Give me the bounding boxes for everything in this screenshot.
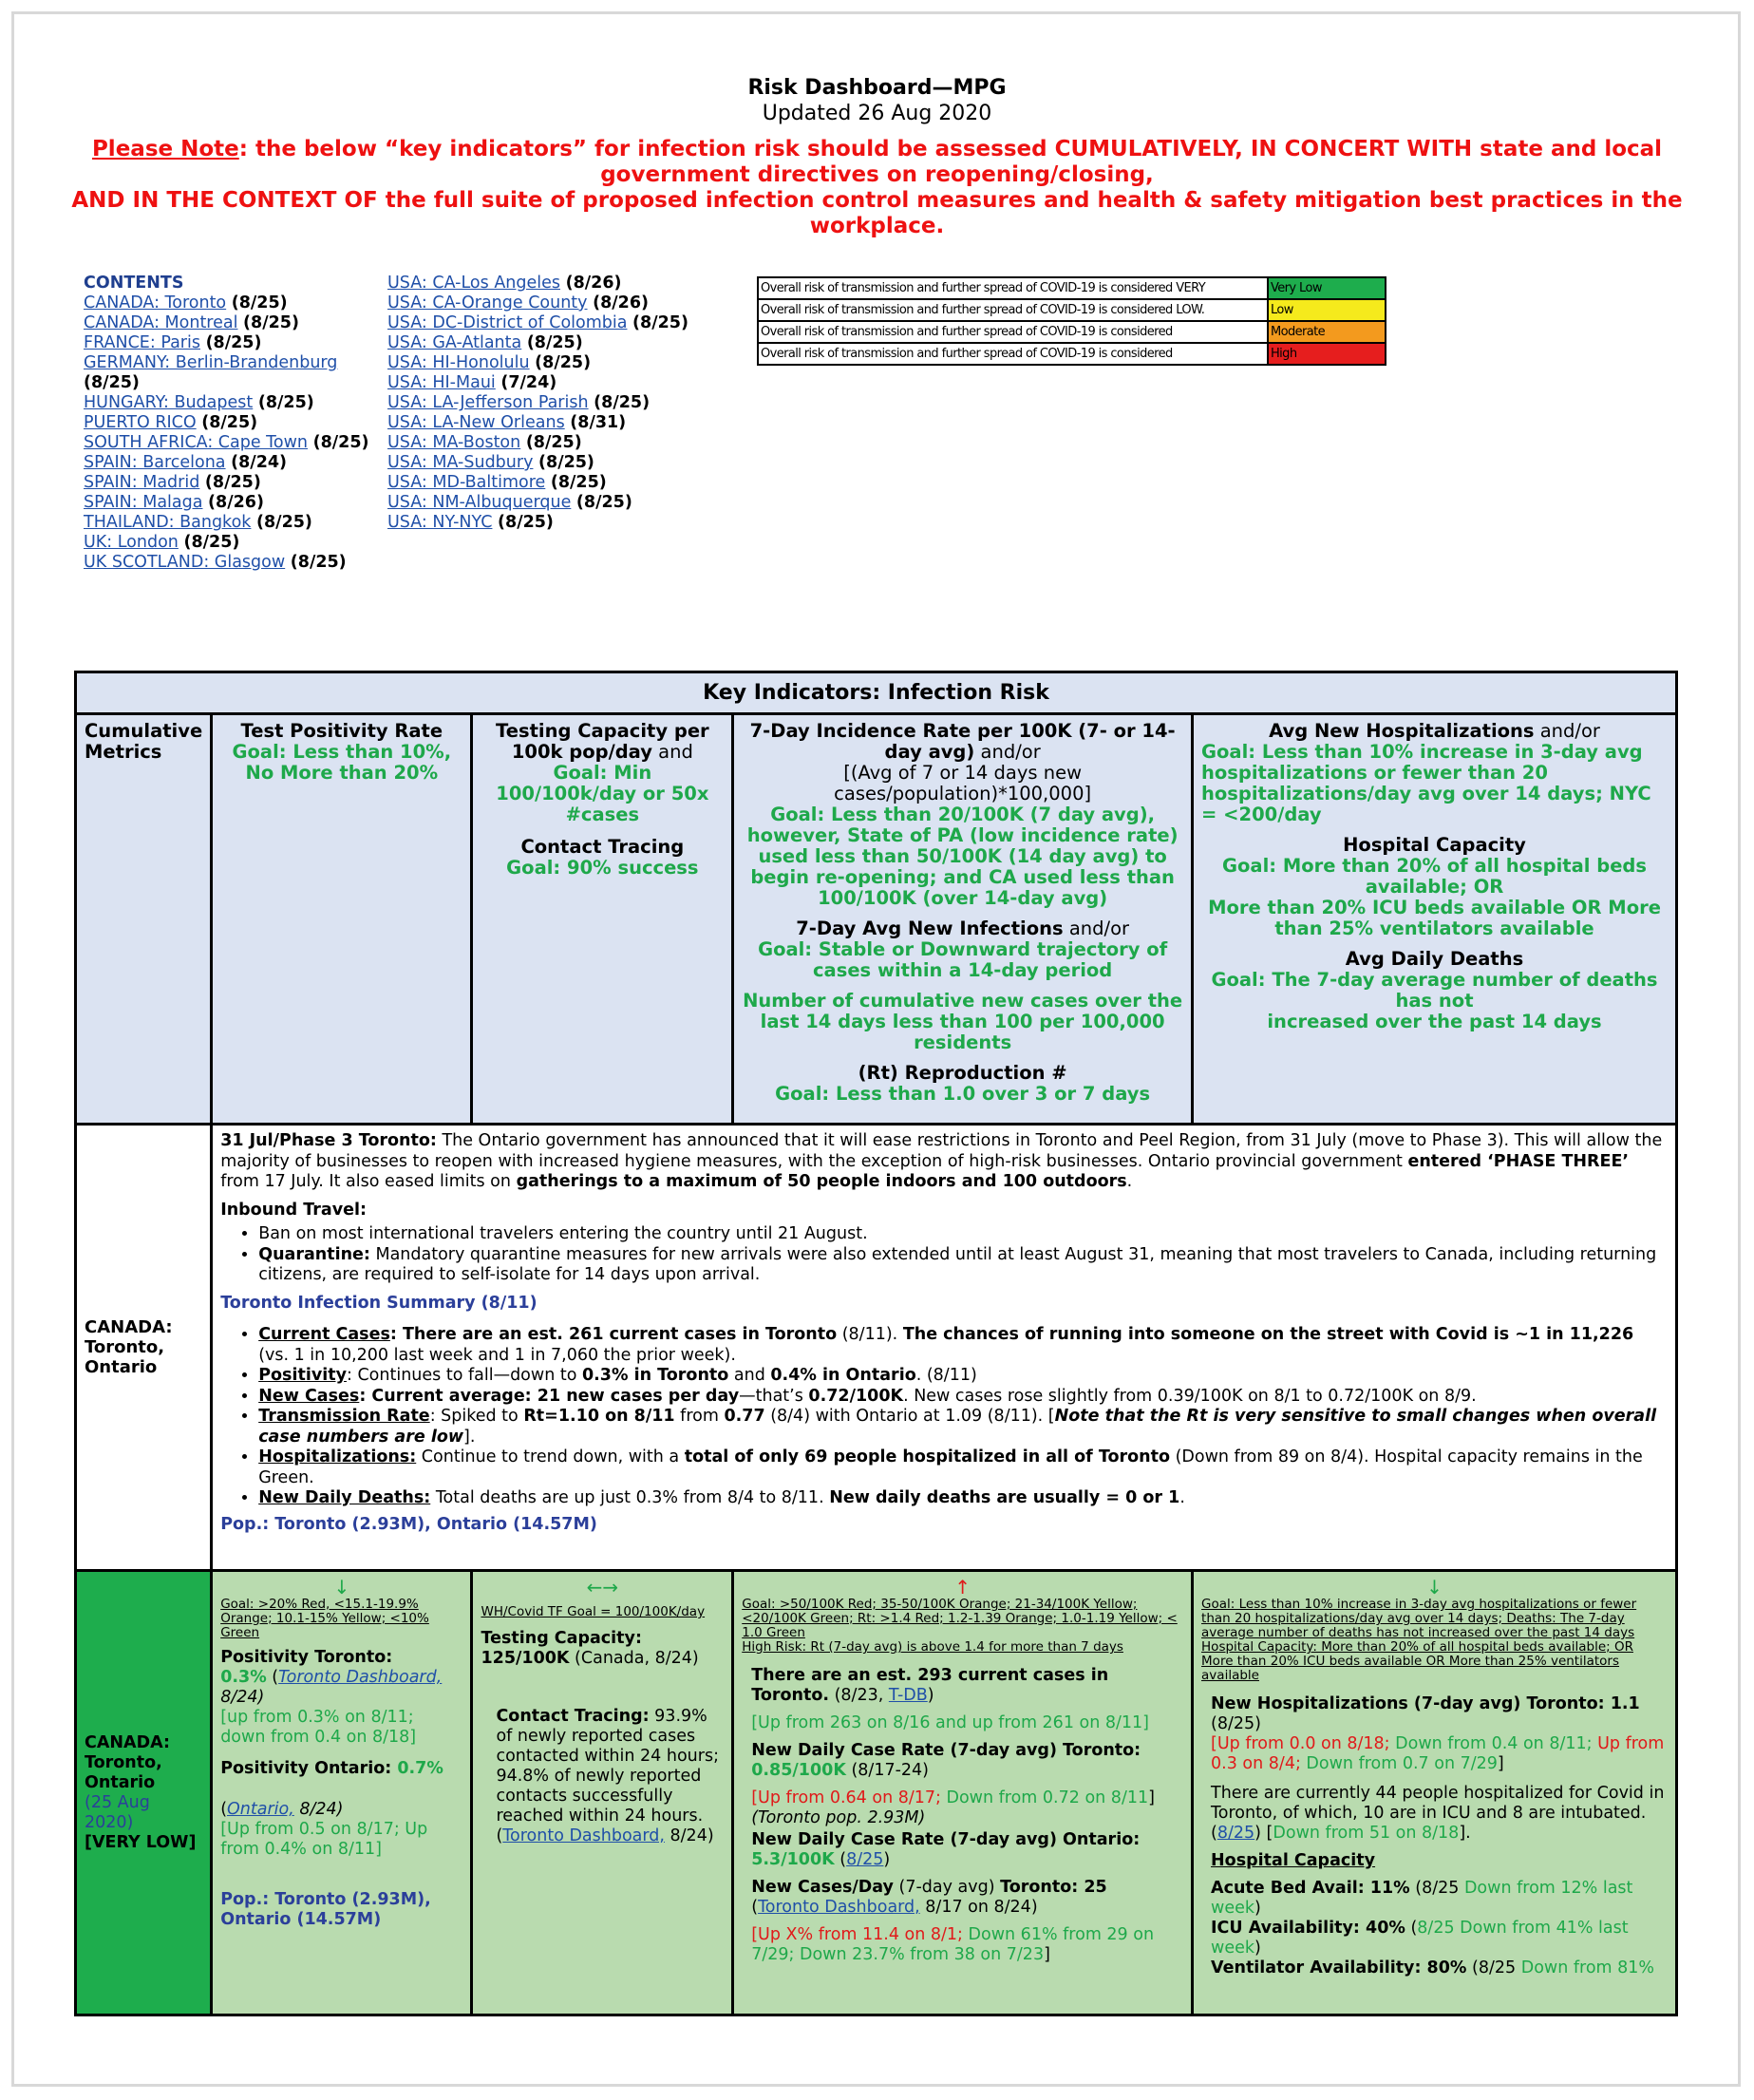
list-item: • Ban on most international travelers entering the country until 21 August. bbox=[258, 1224, 1668, 1245]
contact-tracing-label: Contact Tracing: bbox=[496, 1707, 650, 1726]
new-hosp-ch5: ] bbox=[1497, 1754, 1504, 1773]
contents-entry bbox=[84, 353, 397, 393]
hosp-date-link[interactable]: 8/25 bbox=[1216, 1824, 1255, 1843]
case-rate-ontario-close: ) bbox=[883, 1850, 891, 1869]
status-population: Pop.: Toronto (2.93M), Ontario (14.57M) bbox=[220, 1890, 431, 1929]
hospital-capacity-goal1: Goal: More than 20% of all hospital beds available; OR bbox=[1222, 855, 1647, 898]
status-testing bbox=[472, 1571, 733, 2015]
arrow-down-icon: ↓ bbox=[1426, 1576, 1443, 1599]
list-item bbox=[258, 1447, 1668, 1488]
transmission-e: (8/4) with Ontario at 1.09 (8/11). [ bbox=[764, 1407, 1055, 1426]
contents-date: (8/25) bbox=[201, 413, 258, 432]
quarantine-text: Mandatory quarantine measures for new arrivals were also extended until at least August 31, meaning that most travelers to Canada, including returning citizens, are required to self-isolate for 14 days upon arrival. bbox=[258, 1244, 1657, 1284]
phase3-text-e: . bbox=[1126, 1172, 1133, 1191]
note-label: Please Note bbox=[91, 137, 239, 161]
case-rate-toronto-label: New Daily Case Rate (7-day avg) Toronto: bbox=[751, 1741, 1141, 1760]
contents-link[interactable]: USA: MA-Boston bbox=[387, 433, 521, 452]
arrow-down-icon: ↓ bbox=[333, 1576, 350, 1599]
positivity-status-goal: Goal: >20% Red, <15.1-19.9% Orange; 10.1-15% Yellow; <10% Green bbox=[220, 1597, 429, 1640]
risk-legend bbox=[757, 276, 1386, 366]
contents-entry bbox=[84, 493, 397, 513]
transmission-c: from bbox=[674, 1407, 725, 1426]
list-item bbox=[258, 1245, 1668, 1286]
legend-level: Moderate bbox=[1268, 321, 1386, 343]
ontario-date-link[interactable]: 8/25 bbox=[846, 1850, 884, 1869]
hospitalizations-a: Continue to trend down, with a bbox=[416, 1447, 685, 1466]
contents-link[interactable]: USA: HI-Honolulu bbox=[387, 353, 530, 372]
phase3-label: 31 Jul/Phase 3 Toronto: bbox=[220, 1131, 437, 1150]
contents-link[interactable]: SOUTH AFRICA: Cape Town bbox=[84, 433, 309, 452]
list-item bbox=[258, 1325, 1668, 1366]
case-rate-change-down: Down from 0.72 on 8/11 bbox=[946, 1788, 1149, 1807]
contents-entry bbox=[387, 373, 710, 393]
toronto-dashboard-link-2[interactable]: Toronto Dashboard, bbox=[502, 1826, 665, 1845]
contents-link[interactable]: SPAIN: Malaga bbox=[84, 493, 203, 512]
deaths-a: Total deaths are up just 0.3% from 8/4 to 8/11. bbox=[430, 1488, 830, 1507]
daily-deaths-goal2: increased over the past 14 days bbox=[1267, 1011, 1602, 1032]
deaths-b: New daily deaths are usually = 0 or 1 bbox=[829, 1488, 1180, 1507]
contents-entry bbox=[387, 353, 710, 373]
status-date: (25 Aug 2020) bbox=[85, 1792, 150, 1832]
current-cases-change: [Up from 263 on 8/16 and up from 261 on 8/11] bbox=[751, 1713, 1150, 1732]
list-item bbox=[258, 1387, 1668, 1408]
new-cases-change-down: Down 61% from 29 on 7/29; Down 23.7% from 38 on 7/23 bbox=[751, 1925, 1155, 1964]
contents-date: (8/25) bbox=[575, 493, 632, 512]
legend-level: Very Low bbox=[1268, 277, 1386, 299]
positivity-toronto-change: [up from 0.3% on 8/11; down from 0.4 on 8/18] bbox=[220, 1708, 417, 1747]
legend-text: Overall risk of transmission and further spread of COVID-19 is considered bbox=[758, 321, 1268, 343]
contents-date: (8/25) bbox=[525, 433, 582, 452]
infection-summary-heading: Toronto Infection Summary (8/11) bbox=[220, 1293, 538, 1313]
transmission-d: 0.77 bbox=[724, 1407, 765, 1426]
new-hosp-date: (8/25) bbox=[1211, 1714, 1261, 1733]
status-incidence bbox=[733, 1571, 1193, 2015]
summary-list bbox=[220, 1325, 1668, 1509]
cumulative-metrics-label: Cumulative Metrics bbox=[76, 714, 212, 1125]
cumulative-goal: Number of cumulative new cases over the last 14 days less than 100 per 100,000 residents bbox=[743, 990, 1183, 1053]
high-risk-note: High Risk: Rt (7-day avg) is above 1.4 for more than 7 days bbox=[742, 1639, 1123, 1655]
hosp-capacity-heading: Hospital Capacity bbox=[1211, 1851, 1376, 1870]
note-line2: AND IN THE CONTEXT OF the full suite of proposed infection control measures and health & safety mitigation best practices in the workplace. bbox=[71, 188, 1683, 238]
contents-link[interactable]: PUERTO RICO bbox=[84, 413, 197, 432]
contact-tracing-date: 8/24) bbox=[664, 1826, 714, 1845]
positivity-label: Positivity bbox=[258, 1366, 347, 1385]
positivity-ontario-date: 8/24) bbox=[293, 1800, 344, 1819]
daily-deaths-goal1: Goal: The 7-day average number of deaths has not bbox=[1211, 969, 1658, 1012]
new-cases-day-value: Toronto: 25 bbox=[1000, 1878, 1107, 1897]
current-cases-c: The chances of running into someone on the street with Covid is ~1 in 11,226 bbox=[902, 1325, 1634, 1344]
testing-status-goal: WH/Covid TF Goal = 100/100K/day bbox=[481, 1604, 706, 1619]
legend-level: Low bbox=[1268, 299, 1386, 321]
contents-entry bbox=[84, 293, 397, 313]
contents-col2 bbox=[387, 274, 710, 533]
transmission-label: Transmission Rate bbox=[258, 1407, 430, 1426]
legend-row bbox=[758, 343, 1386, 365]
contents-link[interactable]: USA: NY-NYC bbox=[387, 513, 493, 532]
contents-entry bbox=[84, 393, 397, 413]
contents-entry bbox=[84, 473, 397, 493]
contact-tracing-text: 93.9% of newly reported cases contacted within 24 hours; 94.8% of newly reported contacts successfully reached within 24 hours. ( bbox=[496, 1707, 719, 1845]
contents-date: (7/24) bbox=[500, 373, 557, 392]
contents-entry bbox=[84, 513, 397, 533]
phase3-paragraph bbox=[220, 1131, 1668, 1193]
contents-entry bbox=[84, 533, 397, 553]
contents-date: (8/25) bbox=[205, 333, 262, 352]
positivity-b: 0.3% in Toronto bbox=[581, 1366, 729, 1385]
contents-link[interactable]: USA: DC-District of Colombia bbox=[387, 313, 628, 332]
icu-a: ( bbox=[1405, 1919, 1418, 1938]
rt-title: (Rt) Reproduction # bbox=[858, 1062, 1067, 1084]
current-cases-a: : There are an est. 261 current cases in Toronto bbox=[389, 1325, 838, 1344]
updated-date: Updated 26 Aug 2020 bbox=[762, 102, 992, 125]
page-title: Risk Dashboard—MPG bbox=[747, 76, 1007, 100]
new-hosp-ch3: Up from 0.3 on 8/4; bbox=[1211, 1734, 1665, 1773]
phase3-text-b: entered ‘PHASE THREE’ bbox=[1407, 1151, 1630, 1171]
contents-heading: CONTENTS bbox=[84, 274, 184, 293]
contents-entry bbox=[84, 313, 397, 333]
contents-link[interactable]: THAILAND: Bangkok bbox=[84, 513, 252, 532]
contents-entry bbox=[84, 553, 397, 573]
hosp-current-c: Down from 51 on 8/18 bbox=[1273, 1824, 1460, 1843]
inbound-travel-label: Inbound Travel: bbox=[220, 1200, 367, 1220]
positivity-goal: Goal: Less than 10%, No More than 20% bbox=[232, 741, 452, 784]
toronto-dashboard-link[interactable]: Toronto Dashboard, bbox=[278, 1668, 443, 1687]
acute-bed-a: (8/25 bbox=[1409, 1879, 1464, 1898]
contents-entry bbox=[84, 453, 397, 473]
new-cases-change-up: [Up X% from 11.4 on 8/1; bbox=[751, 1925, 969, 1944]
contents-entry bbox=[84, 433, 397, 453]
contents-entry bbox=[84, 333, 397, 353]
hospital-capacity-title: Hospital Capacity bbox=[1343, 834, 1526, 856]
incidence-status-goal: Goal: >50/100K Red; 35-50/100K Orange; 21-34/100K Yellow; <20/100K Green; Rt: >1.4 Red; 1.2-1.39 Orange; 1.0-1.19 Yellow; < 1.0 Green bbox=[742, 1597, 1178, 1640]
contents-date: (8/25) bbox=[312, 433, 369, 452]
contents-link[interactable]: UK SCOTLAND: Glasgow bbox=[84, 553, 286, 572]
new-cases-day-label: New Cases/Day bbox=[751, 1878, 894, 1897]
contents-entry bbox=[387, 473, 710, 493]
current-cases-d: (vs. 1 in 10,200 last week and 1 in 7,060 the prior week). bbox=[258, 1345, 736, 1365]
status-risk: [VERY LOW] bbox=[85, 1832, 197, 1852]
new-infections-title: 7-Day Avg New Infections bbox=[796, 918, 1064, 939]
contents-link[interactable]: GERMANY: Berlin-Brandenburg bbox=[84, 353, 338, 372]
new-infections-andor: and/or bbox=[1063, 918, 1130, 939]
contents-entry bbox=[387, 513, 710, 533]
hospitalizations-label: Hospitalizations: bbox=[258, 1447, 417, 1466]
header-hospitalizations bbox=[1193, 714, 1677, 1125]
contents-date: (8/25) bbox=[535, 353, 592, 372]
contents-link[interactable]: UK: London bbox=[84, 533, 179, 552]
testing-title: Testing Capacity per 100k pop/day bbox=[496, 720, 709, 763]
legend-row bbox=[758, 321, 1386, 343]
new-hosp-ch2: Down from 0.4 on 8/11; bbox=[1395, 1734, 1598, 1753]
new-hosp-label: New Hospitalizations (7-day avg) Toronto: 1.1 bbox=[1211, 1694, 1640, 1713]
contents-entry bbox=[387, 493, 710, 513]
icu-c: ) bbox=[1254, 1939, 1261, 1958]
travel-list bbox=[220, 1224, 1668, 1286]
testing-capacity-source: (Canada, 8/24) bbox=[569, 1649, 699, 1668]
contents-date: (8/25) bbox=[256, 513, 312, 532]
new-cases-day-open: ( bbox=[751, 1898, 759, 1917]
key-indicators-table bbox=[74, 671, 1678, 2016]
new-cases-change-close: ] bbox=[1044, 1945, 1050, 1964]
hospitalizations-goal: Goal: Less than 10% increase in 3-day avg hospitalizations or fewer than 20 hospitalizations/day avg over 14 days; NYC = <200/day bbox=[1201, 741, 1651, 825]
tdb-link[interactable]: T-DB bbox=[888, 1686, 928, 1705]
header-testing bbox=[472, 714, 733, 1125]
contents-entry bbox=[387, 333, 710, 353]
contents-date: (8/25) bbox=[498, 513, 554, 532]
contents-link[interactable]: USA: LA-Jefferson Parish bbox=[387, 393, 589, 412]
contents-date: (8/25) bbox=[290, 553, 347, 572]
contents-entry bbox=[84, 413, 397, 433]
ventilator-a: (8/25 bbox=[1466, 1958, 1521, 1977]
contents-date: (8/25) bbox=[632, 313, 688, 332]
hosp-current-b: ) [ bbox=[1254, 1824, 1273, 1843]
toronto-dashboard-link-3[interactable]: Toronto Dashboard, bbox=[758, 1898, 920, 1917]
deaths-c: . bbox=[1179, 1488, 1185, 1507]
case-rate-ontario-value: 5.3/100K bbox=[751, 1850, 835, 1869]
contents-date: (8/26) bbox=[208, 493, 264, 512]
contents-link[interactable]: USA: GA-Atlanta bbox=[387, 333, 522, 352]
status-location-cell bbox=[76, 1571, 212, 2015]
positivity-toronto-open: ( bbox=[266, 1668, 279, 1687]
header bbox=[0, 76, 1754, 239]
current-cases-b: (8/11). bbox=[837, 1325, 903, 1344]
new-hosp-ch4: Down from 0.7 on 7/29 bbox=[1306, 1754, 1498, 1773]
contents-date: (8/24) bbox=[231, 453, 288, 472]
legend-row bbox=[758, 277, 1386, 299]
incidence-goal: Goal: Less than 20/100K (7 day avg), however, State of PA (low incidence rate) used less than 50/100K (14 day avg) to begin re-opening; and CA used less than 100/100K (over 14-day avg) bbox=[746, 804, 1179, 909]
header-positivity bbox=[212, 714, 472, 1125]
hospitalizations-b: total of only 69 people hospitalized in all of Toronto bbox=[684, 1447, 1171, 1466]
contact-tracing-goal: Goal: 90% success bbox=[506, 857, 699, 879]
hosp-current-text: There are currently 44 people hospitalized for Covid in Toronto, of which, 10 are in ICU and 8 are intubated. ( bbox=[1211, 1784, 1665, 1843]
current-cases-date: (8/23, bbox=[829, 1686, 889, 1705]
case-rate-toronto-value: 0.85/100K bbox=[751, 1761, 846, 1780]
contents-link[interactable]: CANADA: Montreal bbox=[84, 313, 238, 332]
hospitalizations-title: Avg New Hospitalizations bbox=[1269, 720, 1535, 742]
icu-b: 8/25 Down from 41% last week bbox=[1211, 1919, 1629, 1958]
table-title: Key Indicators: Infection Risk bbox=[76, 672, 1677, 714]
contents-date: (8/25) bbox=[183, 533, 240, 552]
testing-goal: Goal: Min 100/100k/day or 50x #cases bbox=[496, 762, 709, 825]
deaths-label: New Daily Deaths: bbox=[258, 1488, 431, 1507]
arrow-up-icon: ↑ bbox=[954, 1576, 971, 1599]
contents-entry bbox=[387, 393, 710, 413]
new-cases-label: New Cases bbox=[258, 1386, 360, 1406]
ventilator-b: Down from 81% bbox=[1520, 1958, 1655, 1977]
contents-date: (8/26) bbox=[565, 274, 622, 293]
hospitalizations-andor: and/or bbox=[1534, 720, 1600, 742]
legend-text: Overall risk of transmission and further spread of COVID-19 is considered LOW. bbox=[758, 299, 1268, 321]
please-note bbox=[70, 137, 1685, 239]
transmission-b: Rt=1.10 on 8/11 bbox=[523, 1407, 675, 1426]
new-cases-b: —that’s bbox=[739, 1386, 809, 1406]
acute-bed-label: Acute Bed Avail: 11% bbox=[1211, 1879, 1410, 1898]
contents-link[interactable]: HUNGARY: Budapest bbox=[84, 393, 254, 412]
contents-link[interactable]: FRANCE: Paris bbox=[84, 333, 200, 352]
case-rate-toronto-date: (8/17-24) bbox=[845, 1761, 930, 1780]
contents-link[interactable]: SPAIN: Barcelona bbox=[84, 453, 226, 472]
current-cases-close: ) bbox=[927, 1686, 934, 1705]
contents-link[interactable]: USA: MA-Sudbury bbox=[387, 453, 534, 472]
hosp-status-goal: Goal: Less than 10% increase in 3-day avg hospitalizations or fewer than 20 hospitalizations/day avg over 14 days; Deaths: The 7-day average number of deaths has not increased over the past 14 days Hospital Capacity: More than 20% of all hospital beds available; OR More than 20% ICU beds available OR More than 25% ventilators available bbox=[1201, 1597, 1637, 1683]
contents-date: (8/25) bbox=[550, 473, 607, 492]
narrative-cell bbox=[212, 1125, 1677, 1571]
new-cases-day-date: 8/17 on 8/24) bbox=[919, 1898, 1038, 1917]
legend-text: Overall risk of transmission and further spread of COVID-19 is considered bbox=[758, 343, 1268, 365]
transmission-a: : Spiked to bbox=[429, 1407, 524, 1426]
positivity-e: . (8/11) bbox=[915, 1366, 977, 1385]
phase3-text-c: from 17 July. It also eased limits on bbox=[220, 1172, 517, 1191]
list-item bbox=[258, 1407, 1668, 1447]
case-rate-ontario-open: ( bbox=[834, 1850, 847, 1869]
acute-bed-c: ) bbox=[1254, 1899, 1261, 1918]
testing-capacity-label: Testing Capacity: 125/100K bbox=[481, 1629, 642, 1668]
population-line: Pop.: Toronto (2.93M), Ontario (14.57M) bbox=[220, 1514, 597, 1534]
daily-deaths-title: Avg Daily Deaths bbox=[1345, 948, 1524, 970]
arrow-left-right-icon: ←→ bbox=[586, 1576, 619, 1599]
new-cases-day-mid: (7-day avg) bbox=[893, 1878, 1001, 1897]
quarantine-label: Quarantine: bbox=[258, 1244, 370, 1264]
positivity-ontario-label: Positivity Ontario: bbox=[220, 1759, 392, 1778]
contents-link[interactable]: CANADA: Toronto bbox=[84, 293, 227, 312]
contents-link[interactable]: USA: HI-Maui bbox=[387, 373, 496, 392]
positivity-ontario-open: ( bbox=[220, 1800, 228, 1819]
contact-tracing-title: Contact Tracing bbox=[520, 836, 685, 858]
incidence-title: 7-Day Incidence Rate per 100K (7- or 14-day avg) bbox=[749, 720, 1176, 763]
current-cases-status: There are an est. 293 current cases in Toronto. bbox=[751, 1666, 1109, 1705]
positivity-title: Test Positivity Rate bbox=[240, 720, 443, 742]
positivity-ontario-value: 0.7% bbox=[391, 1759, 443, 1778]
contents-entry bbox=[387, 433, 710, 453]
positivity-d: 0.4% in Ontario bbox=[770, 1366, 916, 1385]
contents-link[interactable]: USA: LA-New Orleans bbox=[387, 413, 565, 432]
icu-label: ICU Availability: 40% bbox=[1211, 1919, 1405, 1938]
note-line1: : the below “key indicators” for infection risk should be assessed CUMULATIVELY, IN CONCERT WITH state and local government directives on reopening/closing, bbox=[238, 137, 1663, 187]
testing-andor: and bbox=[651, 741, 693, 763]
contents-entry bbox=[387, 453, 710, 473]
incidence-andor: and/or bbox=[974, 741, 1041, 763]
transmission-g: ]. bbox=[463, 1427, 476, 1447]
contents-date: (8/25) bbox=[243, 313, 299, 332]
new-hosp-ch1: [Up from 0.0 on 8/18; bbox=[1211, 1734, 1396, 1753]
contents-date: (8/25) bbox=[594, 393, 651, 412]
new-cases-a: : Current average: 21 new cases per day bbox=[359, 1386, 740, 1406]
header-incidence bbox=[733, 714, 1193, 1125]
ontario-link[interactable]: Ontario, bbox=[227, 1800, 294, 1819]
contents-entry bbox=[387, 293, 710, 313]
incidence-formula: [(Avg of 7 or 14 days new cases/population)*100,000] bbox=[834, 762, 1092, 804]
status-hospitalizations bbox=[1193, 1571, 1677, 2015]
contents-date: (8/25) bbox=[84, 373, 140, 392]
contents-col1 bbox=[84, 274, 397, 573]
contents-date: (8/31) bbox=[570, 413, 627, 432]
ventilator-label: Ventilator Availability: 80% bbox=[1211, 1958, 1467, 1977]
contents-date: (8/25) bbox=[257, 393, 314, 412]
contents-link[interactable]: SPAIN: Madrid bbox=[84, 473, 200, 492]
case-rate-change-close: ] bbox=[1148, 1788, 1155, 1807]
contents-date: (8/25) bbox=[526, 333, 583, 352]
positivity-a: : Continues to fall—down to bbox=[347, 1366, 582, 1385]
acute-bed-b: Down from 12% last week bbox=[1211, 1879, 1633, 1918]
contents-entry bbox=[387, 413, 710, 433]
positivity-toronto-date: 8/24) bbox=[220, 1688, 265, 1707]
contents-date: (8/25) bbox=[204, 473, 261, 492]
contents-date: (8/25) bbox=[231, 293, 288, 312]
contents-entry bbox=[387, 274, 710, 293]
positivity-ontario-change: [Up from 0.5 on 8/17; Up from 0.4% on 8/11] bbox=[220, 1820, 428, 1859]
positivity-toronto-label: Positivity Toronto: bbox=[220, 1648, 393, 1667]
case-rate-ontario-label: New Daily Case Rate (7-day avg) Ontario: bbox=[751, 1830, 1141, 1849]
positivity-c: and bbox=[728, 1366, 771, 1385]
contents-entry bbox=[387, 313, 710, 333]
new-infections-goal: Goal: Stable or Downward trajectory of cases within a 14-day period bbox=[758, 938, 1168, 981]
contents-date: (8/26) bbox=[593, 293, 650, 312]
hospital-capacity-goal2: More than 20% ICU beds available OR More than 25% ventilators available bbox=[1208, 897, 1661, 939]
status-positivity bbox=[212, 1571, 472, 2015]
contents-link[interactable]: USA: NM-Albuquerque bbox=[387, 493, 572, 512]
hosp-current-d: ]. bbox=[1459, 1824, 1471, 1843]
contents-link[interactable]: USA: CA-Los Angeles bbox=[387, 274, 560, 293]
hospitalizations-c: (Down from 89 on 8/4). Hospital capacity remains in the Green. bbox=[258, 1447, 1643, 1487]
current-cases-label: Current Cases bbox=[258, 1325, 390, 1344]
phase3-text-d: gatherings to a maximum of 50 people indoors and 100 outdoors bbox=[516, 1172, 1127, 1191]
legend-level: High bbox=[1268, 343, 1386, 365]
toronto-pop-note: (Toronto pop. 2.93M) bbox=[751, 1808, 926, 1827]
positivity-toronto-value: 0.3% bbox=[220, 1668, 267, 1687]
list-item bbox=[258, 1366, 1668, 1387]
contents-link[interactable]: USA: MD-Baltimore bbox=[387, 473, 546, 492]
phase3-text-a: The Ontario government has announced that it will ease restrictions in Toronto and Peel Region, from 31 July (move to Phase 3). This will allow the majority of businesses to reopen with increased hygiene measures, with the exception of high-risk businesses. Ontario provincial government bbox=[220, 1131, 1663, 1171]
contents-date: (8/25) bbox=[538, 453, 594, 472]
legend-row bbox=[758, 299, 1386, 321]
contents-link[interactable]: USA: CA-Orange County bbox=[387, 293, 588, 312]
narrative-location: CANADA: Toronto, Ontario bbox=[76, 1125, 212, 1571]
rt-goal: Goal: Less than 1.0 over 3 or 7 days bbox=[775, 1083, 1151, 1105]
legend-text: Overall risk of transmission and further spread of COVID-19 is considered VERY bbox=[758, 277, 1268, 299]
status-location: CANADA: Toronto, Ontario bbox=[85, 1732, 170, 1792]
new-cases-c: 0.72/100K bbox=[808, 1386, 904, 1406]
list-item bbox=[258, 1488, 1668, 1509]
case-rate-change-up: [Up from 0.64 on 8/17; bbox=[751, 1788, 947, 1807]
new-cases-d: . New cases rose slightly from 0.39/100K on 8/1 to 0.72/100K on 8/9. bbox=[903, 1386, 1477, 1406]
transmission-f: Note that the Rt is very sensitive to small changes when overall case numbers are low bbox=[258, 1407, 1657, 1447]
